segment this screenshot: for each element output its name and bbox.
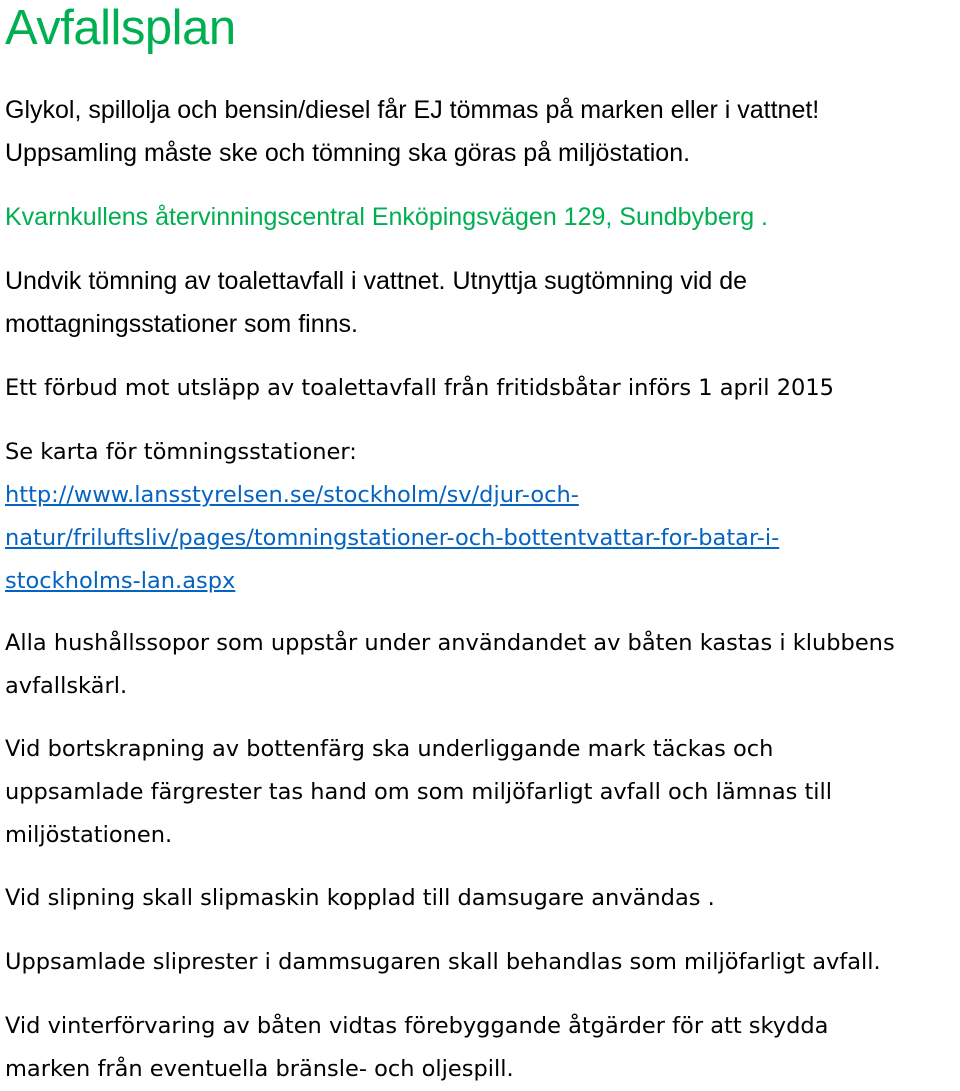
paragraph-glycol-warning: [5, 89, 819, 175]
paragraph-line: Alla hushållssopor som uppstår under användandet av båten kastas i klubbens: [5, 630, 895, 656]
paragraph-household-waste: [5, 622, 895, 708]
paragraph-line: avfallskärl.: [5, 673, 128, 699]
paragraph-line: Undvik tömning av toalettavfall i vattnet. Utnyttja sugtömning vid de: [5, 267, 748, 295]
page-title: Avfallsplan: [5, 1, 236, 55]
paragraph-bottom-paint: [5, 728, 832, 857]
paragraph-line: Uppsamling måste ske och tömning ska göras på miljöstation.: [5, 139, 691, 167]
paragraph-line: uppsamlade färgrester tas hand om som miljöfarligt avfall och lämnas till: [5, 779, 833, 805]
paragraph-recycling-central: [5, 196, 768, 239]
paragraph-line: Ett förbud mot utsläpp av toalettavfall från fritidsbåtar införs 1 april 2015: [5, 375, 834, 401]
paragraph-line: Uppsamlade sliprester i dammsugaren skall behandlas som miljöfarligt avfall.: [5, 949, 881, 975]
paragraph-line: marken från eventuella bränsle- och oljespill.: [5, 1056, 514, 1082]
paragraph-discharge-ban: [5, 367, 834, 410]
paragraph-line: Se karta för tömningsstationer:: [5, 439, 357, 465]
paragraph-winter-storage: [5, 1005, 828, 1091]
paragraph-toilet-waste: [5, 260, 747, 346]
tomningsstationer-link[interactable]: natur/friluftsliv/pages/tomningstationer-och-bottentvattar-for-batar-i-: [5, 525, 780, 551]
tomningsstationer-link[interactable]: http://www.lansstyrelsen.se/stockholm/sv/djur-och-: [5, 482, 579, 508]
paragraph-line: miljöstationen.: [5, 822, 173, 848]
paragraph-line: Vid vinterförvaring av båten vidtas förebyggande åtgärder för att skydda: [5, 1013, 829, 1039]
tomningsstationer-link[interactable]: stockholms-lan.aspx: [5, 568, 236, 594]
paragraph-line: Vid bortskrapning av bottenfärg ska underliggande mark täckas och: [5, 736, 774, 762]
paragraph-line: Kvarnkullens återvinningscentral Enköpingsvägen 129, Sundbyberg .: [5, 203, 768, 231]
paragraph-sanding: [5, 877, 715, 920]
paragraph-line: Vid slipning skall slipmaskin kopplad till damsugare användas .: [5, 885, 715, 911]
paragraph-line: Glykol, spillolja och bensin/diesel får EJ tömmas på marken eller i vattnet!: [5, 96, 820, 124]
paragraph-map-reference: [5, 431, 779, 603]
paragraph-sanding-residue: [5, 941, 881, 984]
paragraph-line: mottagningsstationer som finns.: [5, 310, 358, 338]
